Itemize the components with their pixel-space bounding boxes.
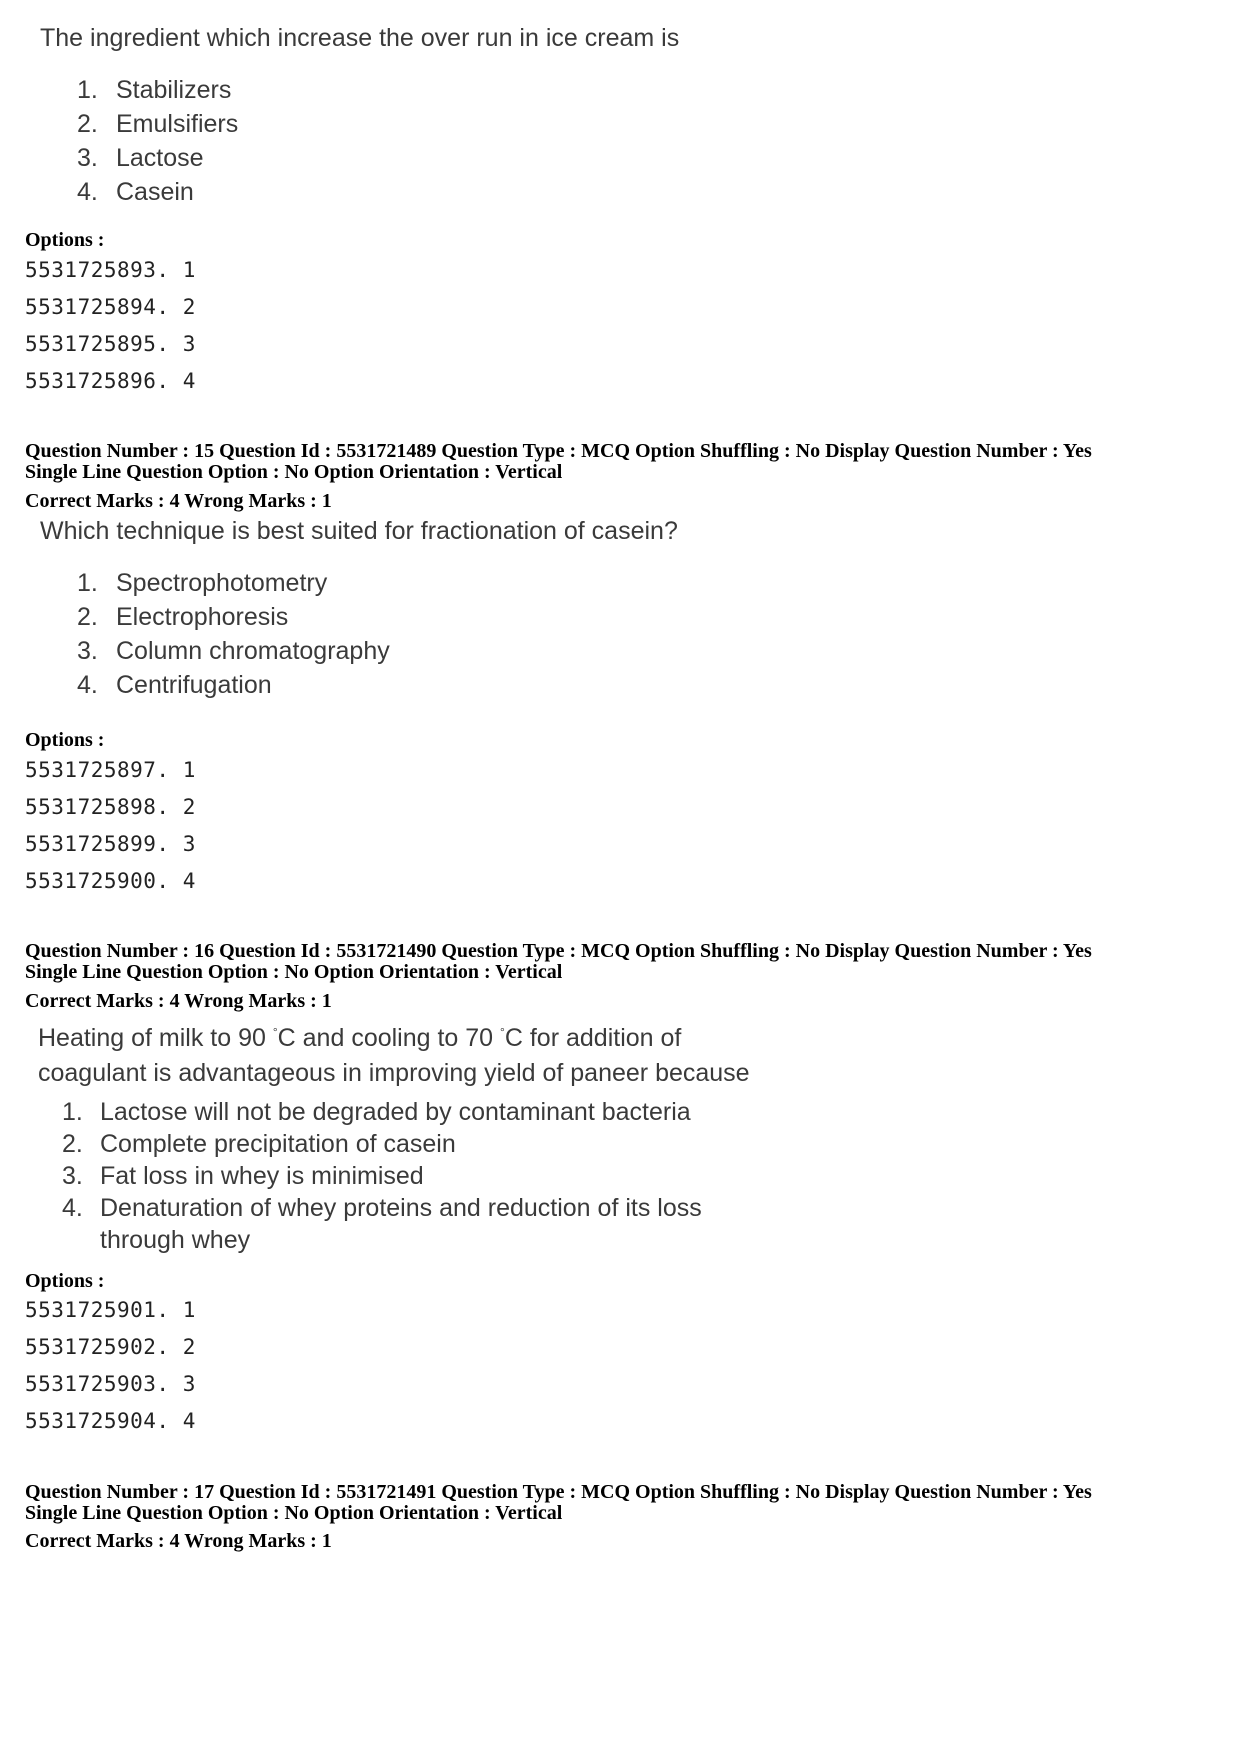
- choice-item: 4. Centrifugation: [77, 671, 272, 699]
- option-code: 5531725897. 1: [25, 758, 196, 782]
- question-17-meta: Question Number : 17 Question Id : 5531721491 Question Type : MCQ Option Shuffling : No Display Question Number : Yes: [25, 1481, 1092, 1503]
- choice-item: 4. Casein: [77, 178, 194, 206]
- choice-item: 4. Denaturation of whey proteins and reduction of its loss: [62, 1194, 702, 1222]
- question-16-marks: Correct Marks : 4 Wrong Marks : 1: [25, 990, 332, 1012]
- options-label: Options :: [25, 229, 105, 251]
- option-code: 5531725896. 4: [25, 369, 196, 393]
- choice-item: 2. Emulsifiers: [77, 110, 239, 138]
- options-label: Options :: [25, 1270, 105, 1292]
- choice-item: 3. Lactose: [77, 144, 204, 172]
- question-15-meta-2: Single Line Question Option : No Option Orientation : Vertical: [25, 461, 563, 483]
- choice-item: 1. Lactose will not be degraded by contaminant bacteria: [62, 1098, 691, 1126]
- option-code: 5531725904. 4: [25, 1409, 196, 1433]
- question-14-text: The ingredient which increase the over run in ice cream is: [40, 24, 680, 52]
- question-15-choices: [77, 569, 390, 705]
- option-code: 5531725901. 1: [25, 1298, 196, 1322]
- question-16-meta-2: Single Line Question Option : No Option Orientation : Vertical: [25, 961, 563, 983]
- choice-item: 2. Complete precipitation of casein: [62, 1130, 456, 1158]
- choice-item-continuation: through whey: [100, 1226, 251, 1254]
- question-17-meta-2: Single Line Question Option : No Option Orientation : Vertical: [25, 1502, 563, 1524]
- choice-item: 3. Fat loss in whey is minimised: [62, 1162, 424, 1190]
- option-code: 5531725899. 3: [25, 832, 196, 856]
- option-code: 5531725893. 1: [25, 258, 196, 282]
- options-label: Options :: [25, 729, 105, 751]
- choice-item: 3. Column chromatography: [77, 637, 390, 665]
- question-15-marks: Correct Marks : 4 Wrong Marks : 1: [25, 490, 332, 512]
- question-15-text: Which technique is best suited for fractionation of casein?: [40, 517, 678, 545]
- choice-item: 2. Electrophoresis: [77, 603, 289, 631]
- question-16-text: Heating of milk to 90 °C and cooling to 70 °C for addition of: [38, 1024, 682, 1052]
- question-15-meta: Question Number : 15 Question Id : 5531721489 Question Type : MCQ Option Shuffling : No Display Question Number : Yes: [25, 440, 1092, 462]
- option-code: 5531725898. 2: [25, 795, 196, 819]
- choice-item: 1. Spectrophotometry: [77, 569, 328, 597]
- option-code: 5531725903. 3: [25, 1372, 196, 1396]
- question-16-choices: [62, 1098, 702, 1258]
- option-code: 5531725895. 3: [25, 332, 196, 356]
- option-code: 5531725894. 2: [25, 295, 196, 319]
- question-16-meta: Question Number : 16 Question Id : 5531721490 Question Type : MCQ Option Shuffling : No Display Question Number : Yes: [25, 940, 1092, 962]
- option-code: 5531725900. 4: [25, 869, 196, 893]
- choice-item: 1. Stabilizers: [77, 76, 232, 104]
- question-17-marks: Correct Marks : 4 Wrong Marks : 1: [25, 1530, 332, 1552]
- question-14-choices: [77, 76, 238, 212]
- question-16-text-2: coagulant is advantageous in improving yield of paneer because: [38, 1059, 750, 1087]
- option-code: 5531725902. 2: [25, 1335, 196, 1359]
